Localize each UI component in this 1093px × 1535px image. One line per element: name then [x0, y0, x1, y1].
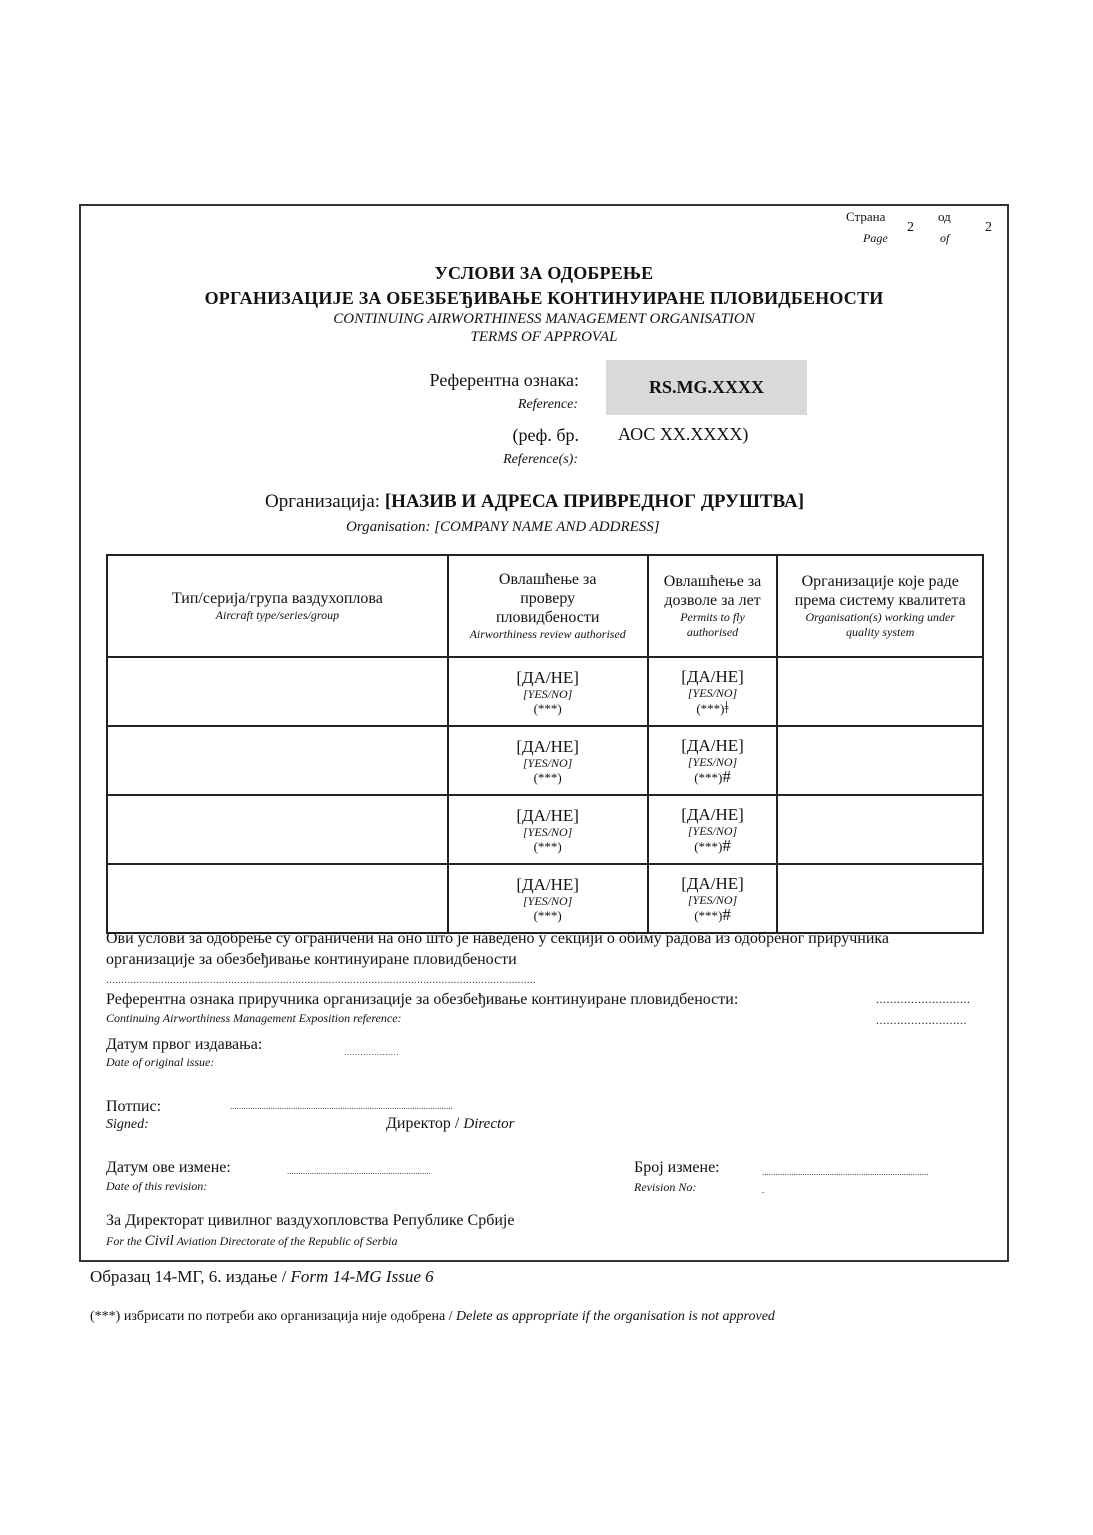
title-en-line-2: TERMS OF APPROVAL	[470, 329, 618, 345]
footnote-mark: #	[722, 836, 731, 855]
footnote-mark: #	[722, 905, 731, 924]
limitation-line-1: Ови услови за одобрење су ограничени на оно што је наведено у секцији о обиму радова из одобреног приручника	[106, 930, 890, 947]
authority-name-en: For the Civil Aviation Directorate of the Republic of Serbia	[106, 1233, 398, 1249]
cell-aircraft-type[interactable]	[107, 657, 448, 726]
cell-quality-system[interactable]	[777, 657, 983, 726]
director-role: Директор / Director	[386, 1115, 515, 1132]
cell-airworthiness-review[interactable]: [ДА/НЕ] [YES/NO] (***)	[448, 864, 648, 933]
of-label: од	[938, 209, 951, 224]
references-label-en: Reference(s):	[503, 452, 578, 467]
organisation-line	[265, 491, 804, 513]
cell-quality-system[interactable]	[777, 726, 983, 795]
revision-no-label-en: Revision No:	[634, 1180, 697, 1194]
organisation-label: Организација:	[265, 491, 381, 512]
header-permits-to-fly: Овлашћење за дозволе за лет Permits to fly authorised	[648, 555, 778, 657]
revision-no-dots[interactable]: ..........................................................................	[762, 1167, 929, 1177]
revision-date-label: Датум ове измене:	[106, 1159, 231, 1176]
cell-aircraft-type[interactable]	[107, 864, 448, 933]
cell-aircraft-type[interactable]	[107, 795, 448, 864]
organisation-en: Organisation: [COMPANY NAME AND ADDRESS]	[346, 519, 660, 535]
page-label-en: Page	[863, 231, 888, 245]
page-total: 2	[985, 220, 992, 235]
footnote: (***) избрисати по потреби ако организација није одобрена / Delete as appropriate if the organisation is not approved	[90, 1309, 775, 1324]
revision-date-dots[interactable]: ................................................................	[287, 1166, 431, 1176]
header-aircraft-type: Тип/серија/група ваздухоплова Aircraft type/series/group	[107, 555, 448, 657]
cell-airworthiness-review[interactable]: [ДА/НЕ] [YES/NO] (***)	[448, 795, 648, 864]
revision-no-label: Број измене:	[634, 1159, 720, 1176]
footnote-mark: ǂ	[724, 698, 729, 717]
signed-label-en: Signed:	[106, 1117, 149, 1132]
header-quality-system: Организације које раде према систему квалитета Organisation(s) working under quality system	[777, 555, 983, 657]
cell-quality-system[interactable]	[777, 864, 983, 933]
references-value: АОС XX.XXXX)	[618, 424, 749, 444]
cell-aircraft-type[interactable]	[107, 726, 448, 795]
cell-airworthiness-review[interactable]: [ДА/НЕ] [YES/NO] (***)	[448, 726, 648, 795]
signature-dots[interactable]: ...................................................................................................	[230, 1101, 453, 1111]
cell-permits-to-fly[interactable]: [ДА/НЕ] [YES/NO] (***)#	[648, 726, 778, 795]
signed-label: Потпис:	[106, 1098, 162, 1115]
title-line-1: УСЛОВИ ЗА ОДОБРЕЊЕ	[434, 263, 654, 283]
exposition-dots-1[interactable]: ...........................	[876, 992, 971, 1006]
title-line-2: ОРГАНИЗАЦИЈЕ ЗА ОБЕЗБЕЂИВАЊЕ КОНТИНУИРАНЕ ПЛОВИДБЕНОСТИ	[204, 288, 884, 308]
page-label: Страна	[846, 209, 886, 224]
table-row	[107, 726, 983, 795]
header-airworthiness-review: Овлашћење за проверу пловидбености Airworthiness review authorised	[448, 555, 648, 657]
table-row	[107, 864, 983, 933]
table-row	[107, 795, 983, 864]
cell-permits-to-fly[interactable]: [ДА/НЕ] [YES/NO] (***)#	[648, 795, 778, 864]
table-header-row	[107, 555, 983, 657]
limitation-dots[interactable]: .............................................................................................................................................	[106, 974, 537, 986]
revision-date-label-en: Date of this revision:	[106, 1179, 208, 1193]
reference-label: Референтна ознака:	[429, 370, 579, 390]
authority-name: За Директорат цивилног ваздухопловства Републике Србије	[106, 1212, 515, 1229]
terms-table	[106, 554, 984, 934]
footnote-mark: #	[722, 767, 731, 786]
form-number: Образац 14-МГ, 6. издање / Form 14-MG Issue 6	[90, 1267, 434, 1286]
title-en-line-1: CONTINUING AIRWORTHINESS MANAGEMENT ORGANISATION	[333, 311, 755, 327]
original-issue-dots[interactable]: ....................	[344, 1047, 399, 1057]
page-current: 2	[907, 220, 914, 235]
cell-permits-to-fly[interactable]: [ДА/НЕ] [YES/NO] (***)#	[648, 864, 778, 933]
organisation-value: [НАЗИВ И АДРЕСА ПРИВРЕДНОГ ДРУШТВА]	[384, 491, 805, 512]
reference-label-en: Reference:	[517, 397, 578, 412]
cell-permits-to-fly[interactable]: [ДА/НЕ] [YES/NO] (***)ǂ	[648, 657, 778, 726]
of-label-en: of	[940, 231, 950, 245]
cell-airworthiness-review[interactable]: [ДА/НЕ] [YES/NO] (***)	[448, 657, 648, 726]
exposition-label: Референтна ознака приручника организације за обезбеђивање континуиране пловидбености:	[106, 991, 739, 1008]
cell-quality-system[interactable]	[777, 795, 983, 864]
original-issue-label: Датум првог издавања:	[106, 1036, 263, 1053]
references-label: (реф. бр.	[512, 425, 579, 445]
revision-no-dot: .	[762, 1185, 765, 1195]
reference-value-text: RS.MG.XXXX	[649, 377, 764, 397]
original-issue-label-en: Date of original issue:	[106, 1055, 215, 1069]
limitation-line-2: организације за обезбеђивање континуиране пловидбености	[106, 951, 517, 968]
exposition-dots-2[interactable]: ..........................	[876, 1013, 967, 1027]
exposition-label-en: Continuing Airworthiness Management Exposition reference:	[106, 1011, 402, 1025]
reference-value	[606, 360, 807, 415]
table-row	[107, 657, 983, 726]
